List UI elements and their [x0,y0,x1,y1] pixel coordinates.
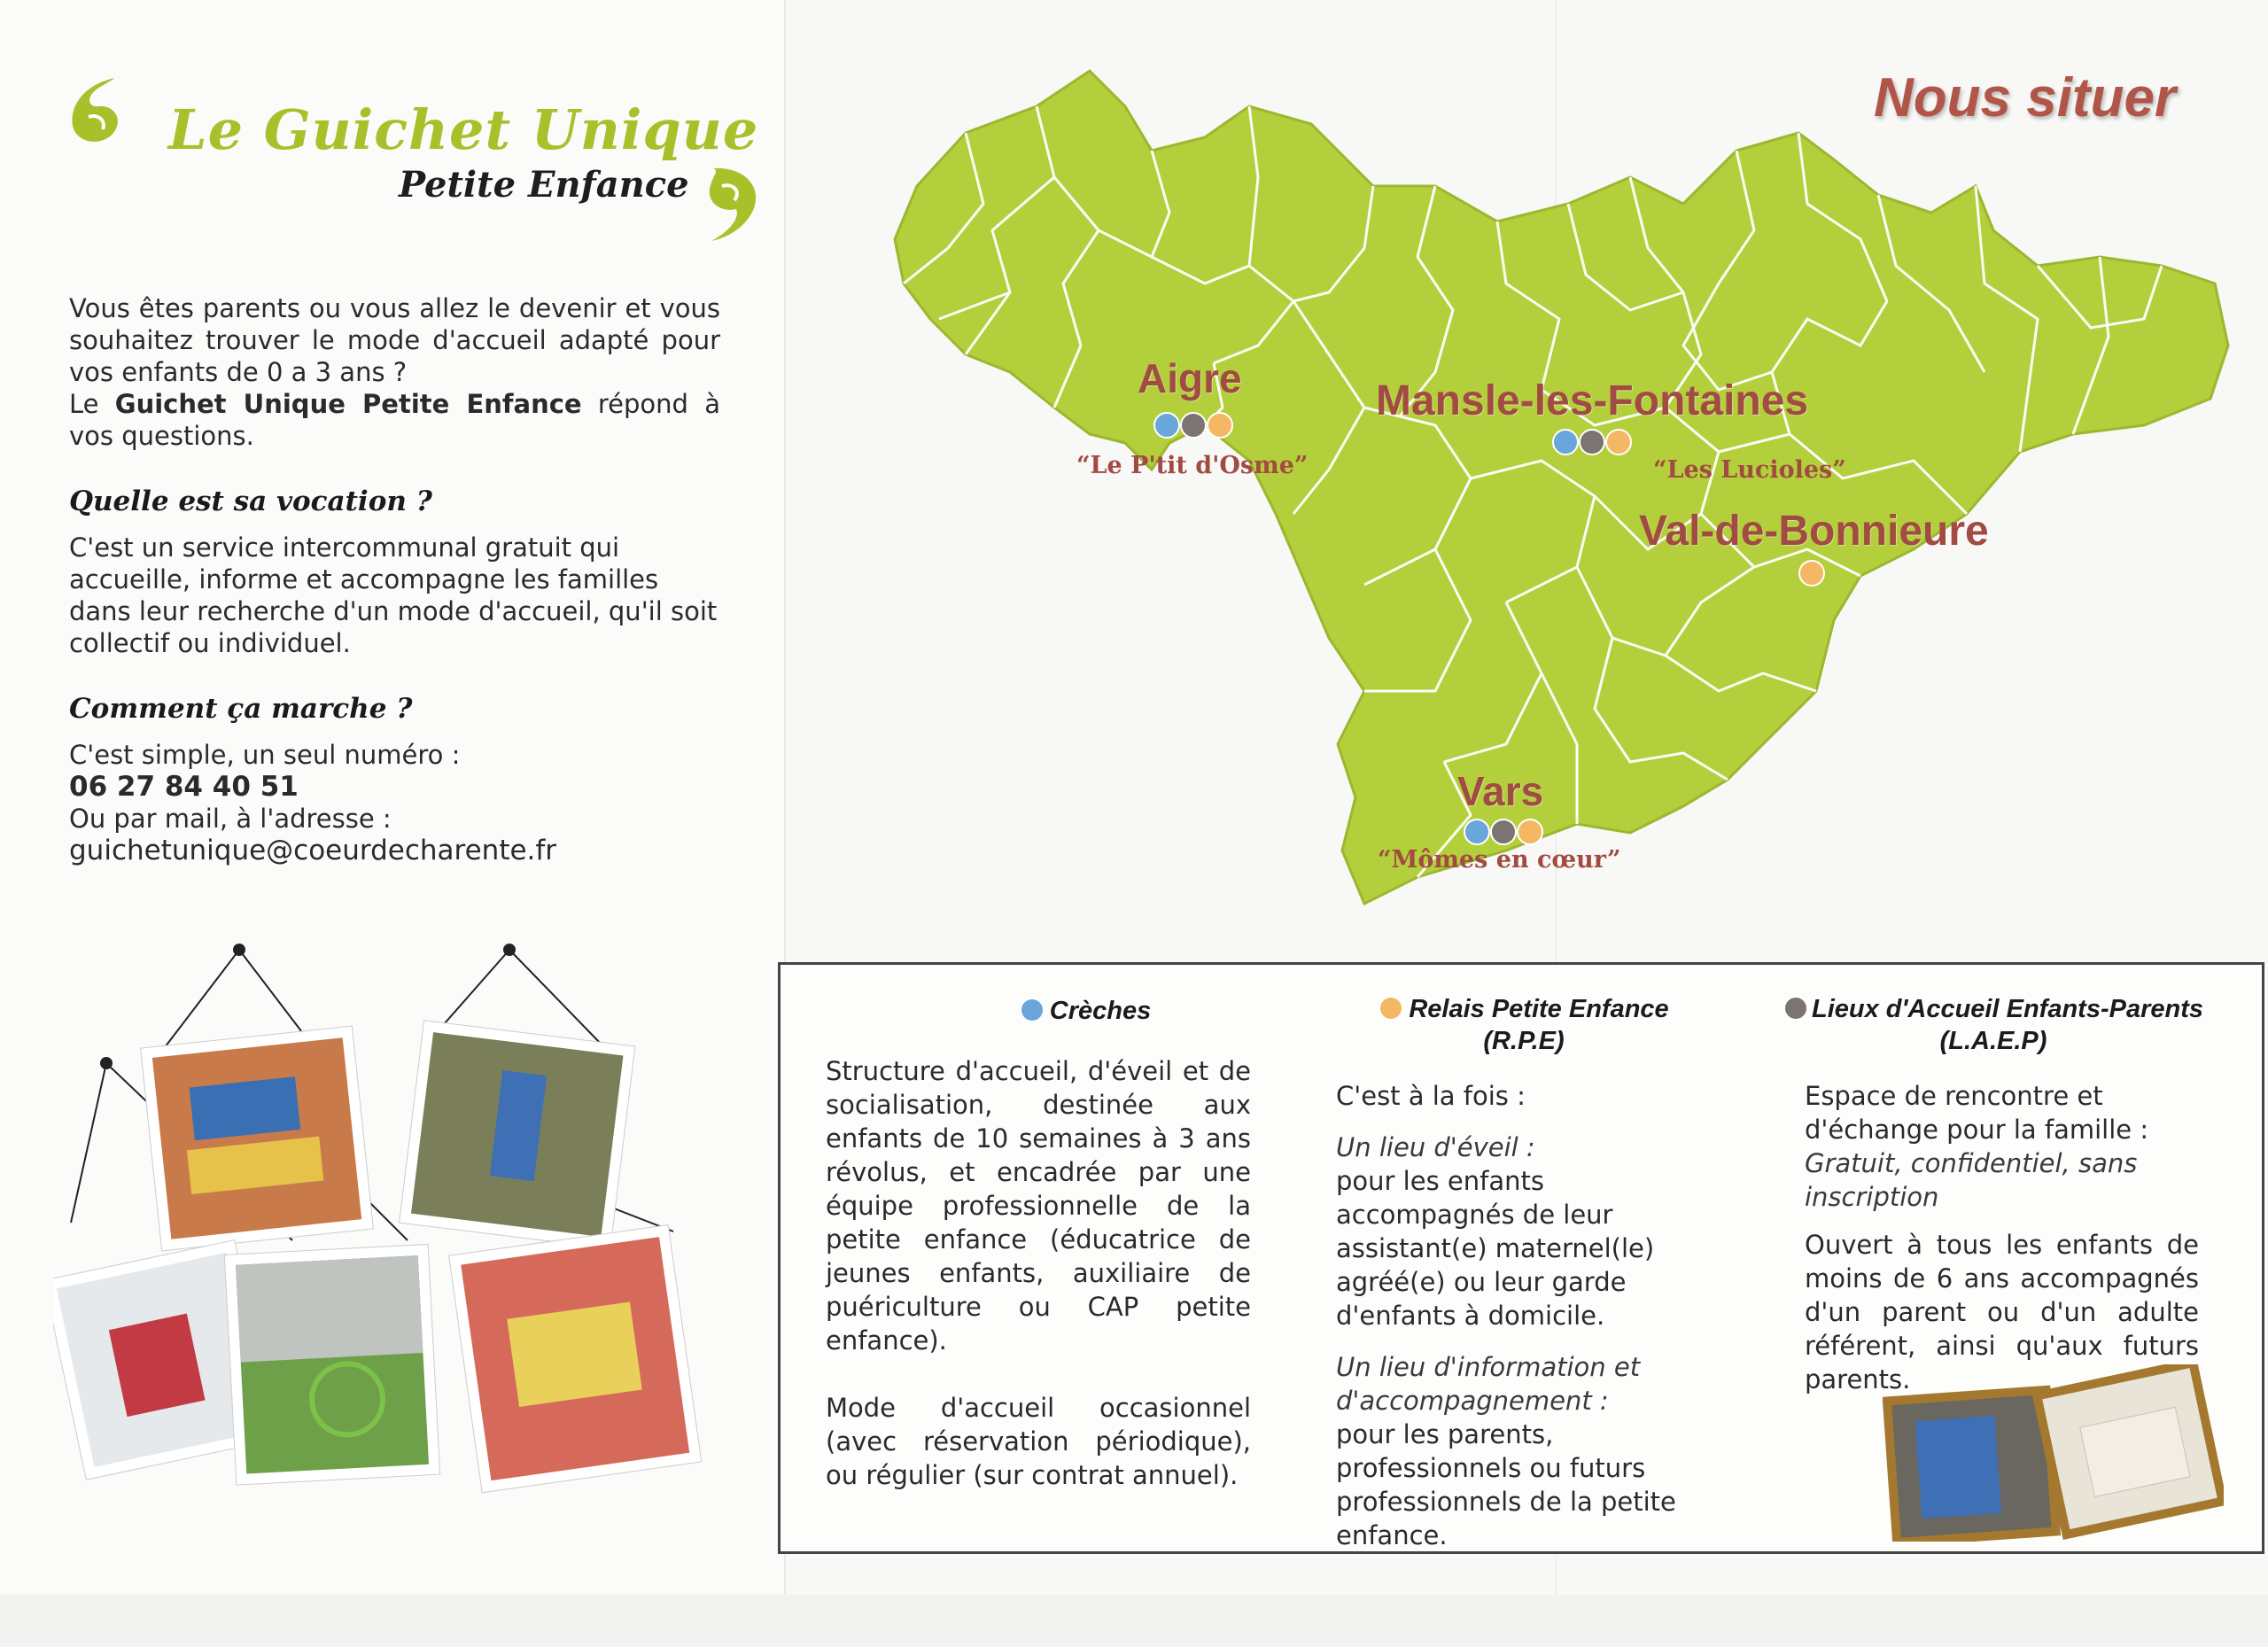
logo [62,62,771,257]
how-line1: C'est simple, un seul numéro : [69,740,461,770]
laep-text [1805,1079,2199,1396]
bottom-strip [0,1595,2268,1647]
intro-prefix: Le [69,389,115,419]
laep-title-line1: Lieux d'Accueil Enfants-Parents [1811,995,2203,1023]
creche-marker-vars [1464,819,1490,845]
intro-paragraph-1: Vous êtes parents ou vous allez le devenir et vous souhaitez trouver le mode d'accueil adapté pour vos enfants de 0 a 3 ans ? [69,293,720,387]
creche-marker-mansle [1552,429,1579,455]
site-vars: “Mômes en cœur” [1378,846,1621,874]
creches-title-text: Crèches [1049,997,1152,1025]
photo-4 [224,1244,439,1485]
logo-subtitle: Petite Enfance [399,164,689,206]
intro-paragraph-2 [69,388,720,452]
intro-bold: Guichet Unique Petite Enfance [114,389,582,419]
rpe-item2-title: Un lieu d'information et d'accompagnement : [1336,1352,1641,1416]
laep-title [1763,992,2224,1057]
photo-collage [53,939,726,1524]
creches-paragraph-2: Mode d'accueil occasionnel (avec réservation périodique), ou régulier (sur contrat annuel). [826,1393,1251,1490]
photo-1 [141,1026,374,1251]
rpe-text [1336,1079,1726,1552]
rpe-title-line2: (R.P.E) [1483,1027,1565,1055]
laep-paragraph-1-italic: Gratuit, confidentiel, sans inscription [1805,1148,2138,1212]
laep-marker-aigre [1180,412,1207,439]
vocation-heading: Quelle est sa vocation ? [69,486,432,517]
laep-paragraph-1: Espace de rencontre et d'échange pour la famille : [1805,1081,2149,1145]
rpe-title [1338,992,1710,1057]
rpe-legend-dot [1379,996,1403,1021]
creches-title [952,994,1218,1027]
close-quote-icon [695,159,766,244]
creche-marker-aigre [1153,412,1180,439]
open-quote-icon [62,71,133,151]
rpe-marker-val-de-bonnieure [1798,560,1825,587]
laep-marker-vars [1490,819,1517,845]
rpe-marker-aigre [1207,412,1233,439]
how-text [69,739,725,866]
rpe-item2-text: pour les parents, professionnels ou futurs professionnels de la petite enfance. [1336,1419,1676,1550]
town-mansle: Mansle-les-Fontaines [1376,377,1809,424]
site-mansle: “Les Lucioles” [1653,456,1846,484]
rpe-marker-mansle [1605,429,1632,455]
email-link[interactable]: guichetunique@coeurdecharente.fr [69,835,557,866]
intro-text [69,292,720,452]
rpe-item1-title: Un lieu d'éveil : [1336,1132,1535,1162]
photo-2 [400,1021,635,1249]
laep-paragraph-2: Ouvert à tous les enfants de moins de 6 ans accompagnés d'un parent ou d'un adulte référent, ainsi qu'aux futurs parents. [1805,1230,2199,1395]
logo-title: Le Guichet Unique [168,97,759,162]
photo-5 [449,1225,702,1493]
creches-paragraph-1: Structure d'accueil, d'éveil et de socialisation, destinée aux enfants de 10 semaines à 3 ans révolus, et encadrée par une équipe professionnelle de la petite enfance (éducatrice de jeunes enfants, auxiliaire de puériculture ou CAP petite enfance). [826,1056,1251,1356]
how-heading: Comment ça marche ? [69,693,413,725]
town-vars: Vars [1457,768,1544,814]
creches-text [826,1054,1251,1492]
site-aigre: “Le P'tit d'Osme” [1076,452,1309,479]
town-aigre: Aigre [1138,355,1242,401]
rpe-intro: C'est à la fois : [1336,1081,1526,1111]
intro-suffix: répond à vos questions. [69,389,720,451]
how-line2: Ou par mail, à l'adresse : [69,804,392,834]
rpe-item1-text: pour les enfants accompagnés de leur assistant(e) maternel(le) agréé(e) ou leur garde d'enfants à domicile. [1336,1166,1655,1331]
laep-marker-mansle [1579,429,1605,455]
town-val-de-bonnieure: Val-de-Bonnieure [1639,508,1989,555]
creche-legend-dot [1020,998,1045,1022]
phone-number[interactable]: 06 27 84 40 51 [69,771,299,803]
laep-title-line2: (L.A.E.P) [1939,1027,2047,1055]
rpe-marker-vars [1517,819,1543,845]
map-title: Nous situer [1874,67,2177,128]
laep-legend-dot [1783,996,1808,1021]
vocation-text: C'est un service intercommunal gratuit qui accueille, informe et accompagne les familles dans leur recherche d'un mode d'accueil, qu'il soit collectif ou individuel. [69,532,718,658]
laep-photos [1883,1364,2224,1542]
rpe-title-line1: Relais Petite Enfance [1409,995,1669,1023]
